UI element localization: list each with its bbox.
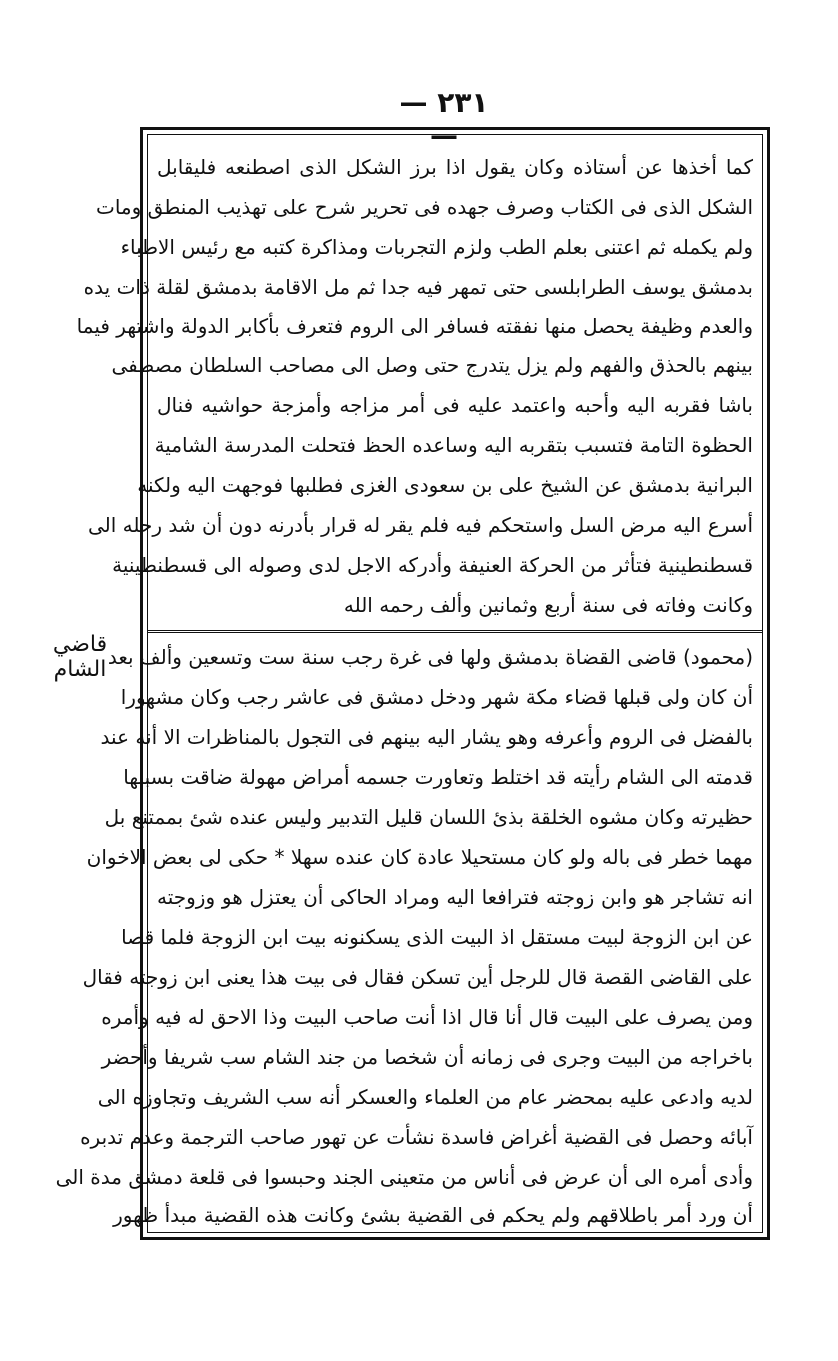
text-line: أسرع اليه مرض السل واستحكم فيه فلم يقر له قرار بأدرنه دون أن شد رحله الى [88,513,753,537]
text-line: مهما خطر فى باله ولو كان مستحيلا عادة كان عنده سهلا * حكى لى بعض الاخوان [86,845,753,869]
text-line: لديه وادعى عليه بمحضر عام من العلماء والعسكر أنه سب الشريف وتجاوزه الى [97,1085,753,1109]
text-line: بينهم بالحذق والفهم ولم يزل يتدرج حتى وصل الى مصاحب السلطان مصطفى [111,353,753,377]
text-line: حظيرته وكان مشوه الخلقة بذئ اللسان قليل التدبير وليس عنده شئ بممتنع بل [104,805,753,829]
page-number: — ٢٣١ — [399,86,489,152]
text-line: كما أخذها عن أستاذه وكان يقول اذا برز الشكل الذى اصطنعه فليقابل [157,155,753,179]
section-divider [147,630,763,633]
text-line: (محمود) قاضى القضاة بدمشق ولها فى غرة رجب سنة ست وتسعين وألف بعد [107,645,753,669]
text-line: قسطنطينية فتأثر من الحركة العنيفة وأدركه الاجل لدى وصوله الى قسطنطينية [112,553,753,577]
text-line: عن ابن الزوجة لبيت مستقل اذ البيت الذى يسكنونه بيت ابن الزوجة فلما قصا [121,925,753,949]
text-line: الشكل الذى فى الكتاب وصرف جهده فى تحرير شرح على تهذيب المنطق ومات [95,195,753,219]
text-line: وأدى أمره الى أن عرض فى أناس من متعينى الجند وحبسوا فى قلعة دمشق مدة الى [55,1165,753,1189]
text-line: انه تشاجر هو وابن زوجته فترافعا اليه ومراد الحاكى أن يعتزل هو وزوجته [157,885,753,909]
text-line: بدمشق يوسف الطرابلسى حتى تمهر فيه جدا ثم مل الاقامة بدمشق لقلة ذات يده [83,275,753,299]
text-line: والعدم وظيفة يحصل منها نفقته فسافر الى الروم فتعرف بأكابر الدولة واشتهر فيما [76,314,753,338]
text-line: آبائه وحصل فى القضية أغراض فاسدة نشأت عن تهور صاحب الترجمة وعدم تدبره [80,1125,753,1149]
text-line: ومن يصرف على البيت قال أنا قال اذا أنت صاحب البيت وذا الاحق له فيه وأمره [101,1005,753,1029]
text-line: أن كان ولى قبلها قضاء مكة شهر ودخل دمشق فى عاشر رجب وكان مشهورا [120,685,753,709]
text-line: بالفضل فى الروم وأعرفه وهو يشار اليه بينهم فى التجول بالمناظرات الا أنه عند [100,725,753,749]
text-line: أن ورد أمر باطلاقهم ولم يحكم فى القضية بشئ وكانت هذه القضية مبدأ ظهور [113,1203,753,1227]
text-line: البرانية بدمشق عن الشيخ على بن سعودى الغزى فطلبها فوجهت اليه ولكنه [137,473,753,497]
margin-note: قاضي الشام [52,632,108,682]
text-line: الحظوة التامة فتسبب بتقربه اليه وساعده الحظ فتحلت المدرسة الشامية [154,433,753,457]
text-line: باخراجه من البيت وجرى فى زمانه أن شخصا من جند الشام سب شريفا وأحضر [101,1045,753,1069]
text-line: وكانت وفاته فى سنة أربع وثمانين وألف رحمه الله [343,593,753,617]
text-line: على القاضى القصة قال للرجل أين تسكن فقال فى بيت هذا يعنى ابن زوجته فقال [82,965,753,989]
text-line: قدمته الى الشام رأيته قد اختلط وتعاورت جسمه أمراض مهولة ضاقت بسببها [123,765,753,789]
text-line: باشا فقربه اليه وأحبه واعتمد عليه فى أمر مزاجه وأمزجة حواشيه فنال [157,393,753,417]
text-line: ولم يكمله ثم اعتنى بعلم الطب ولزم التجربات ومذاكرة كتبه مع رئيس الاطباء [120,235,753,259]
